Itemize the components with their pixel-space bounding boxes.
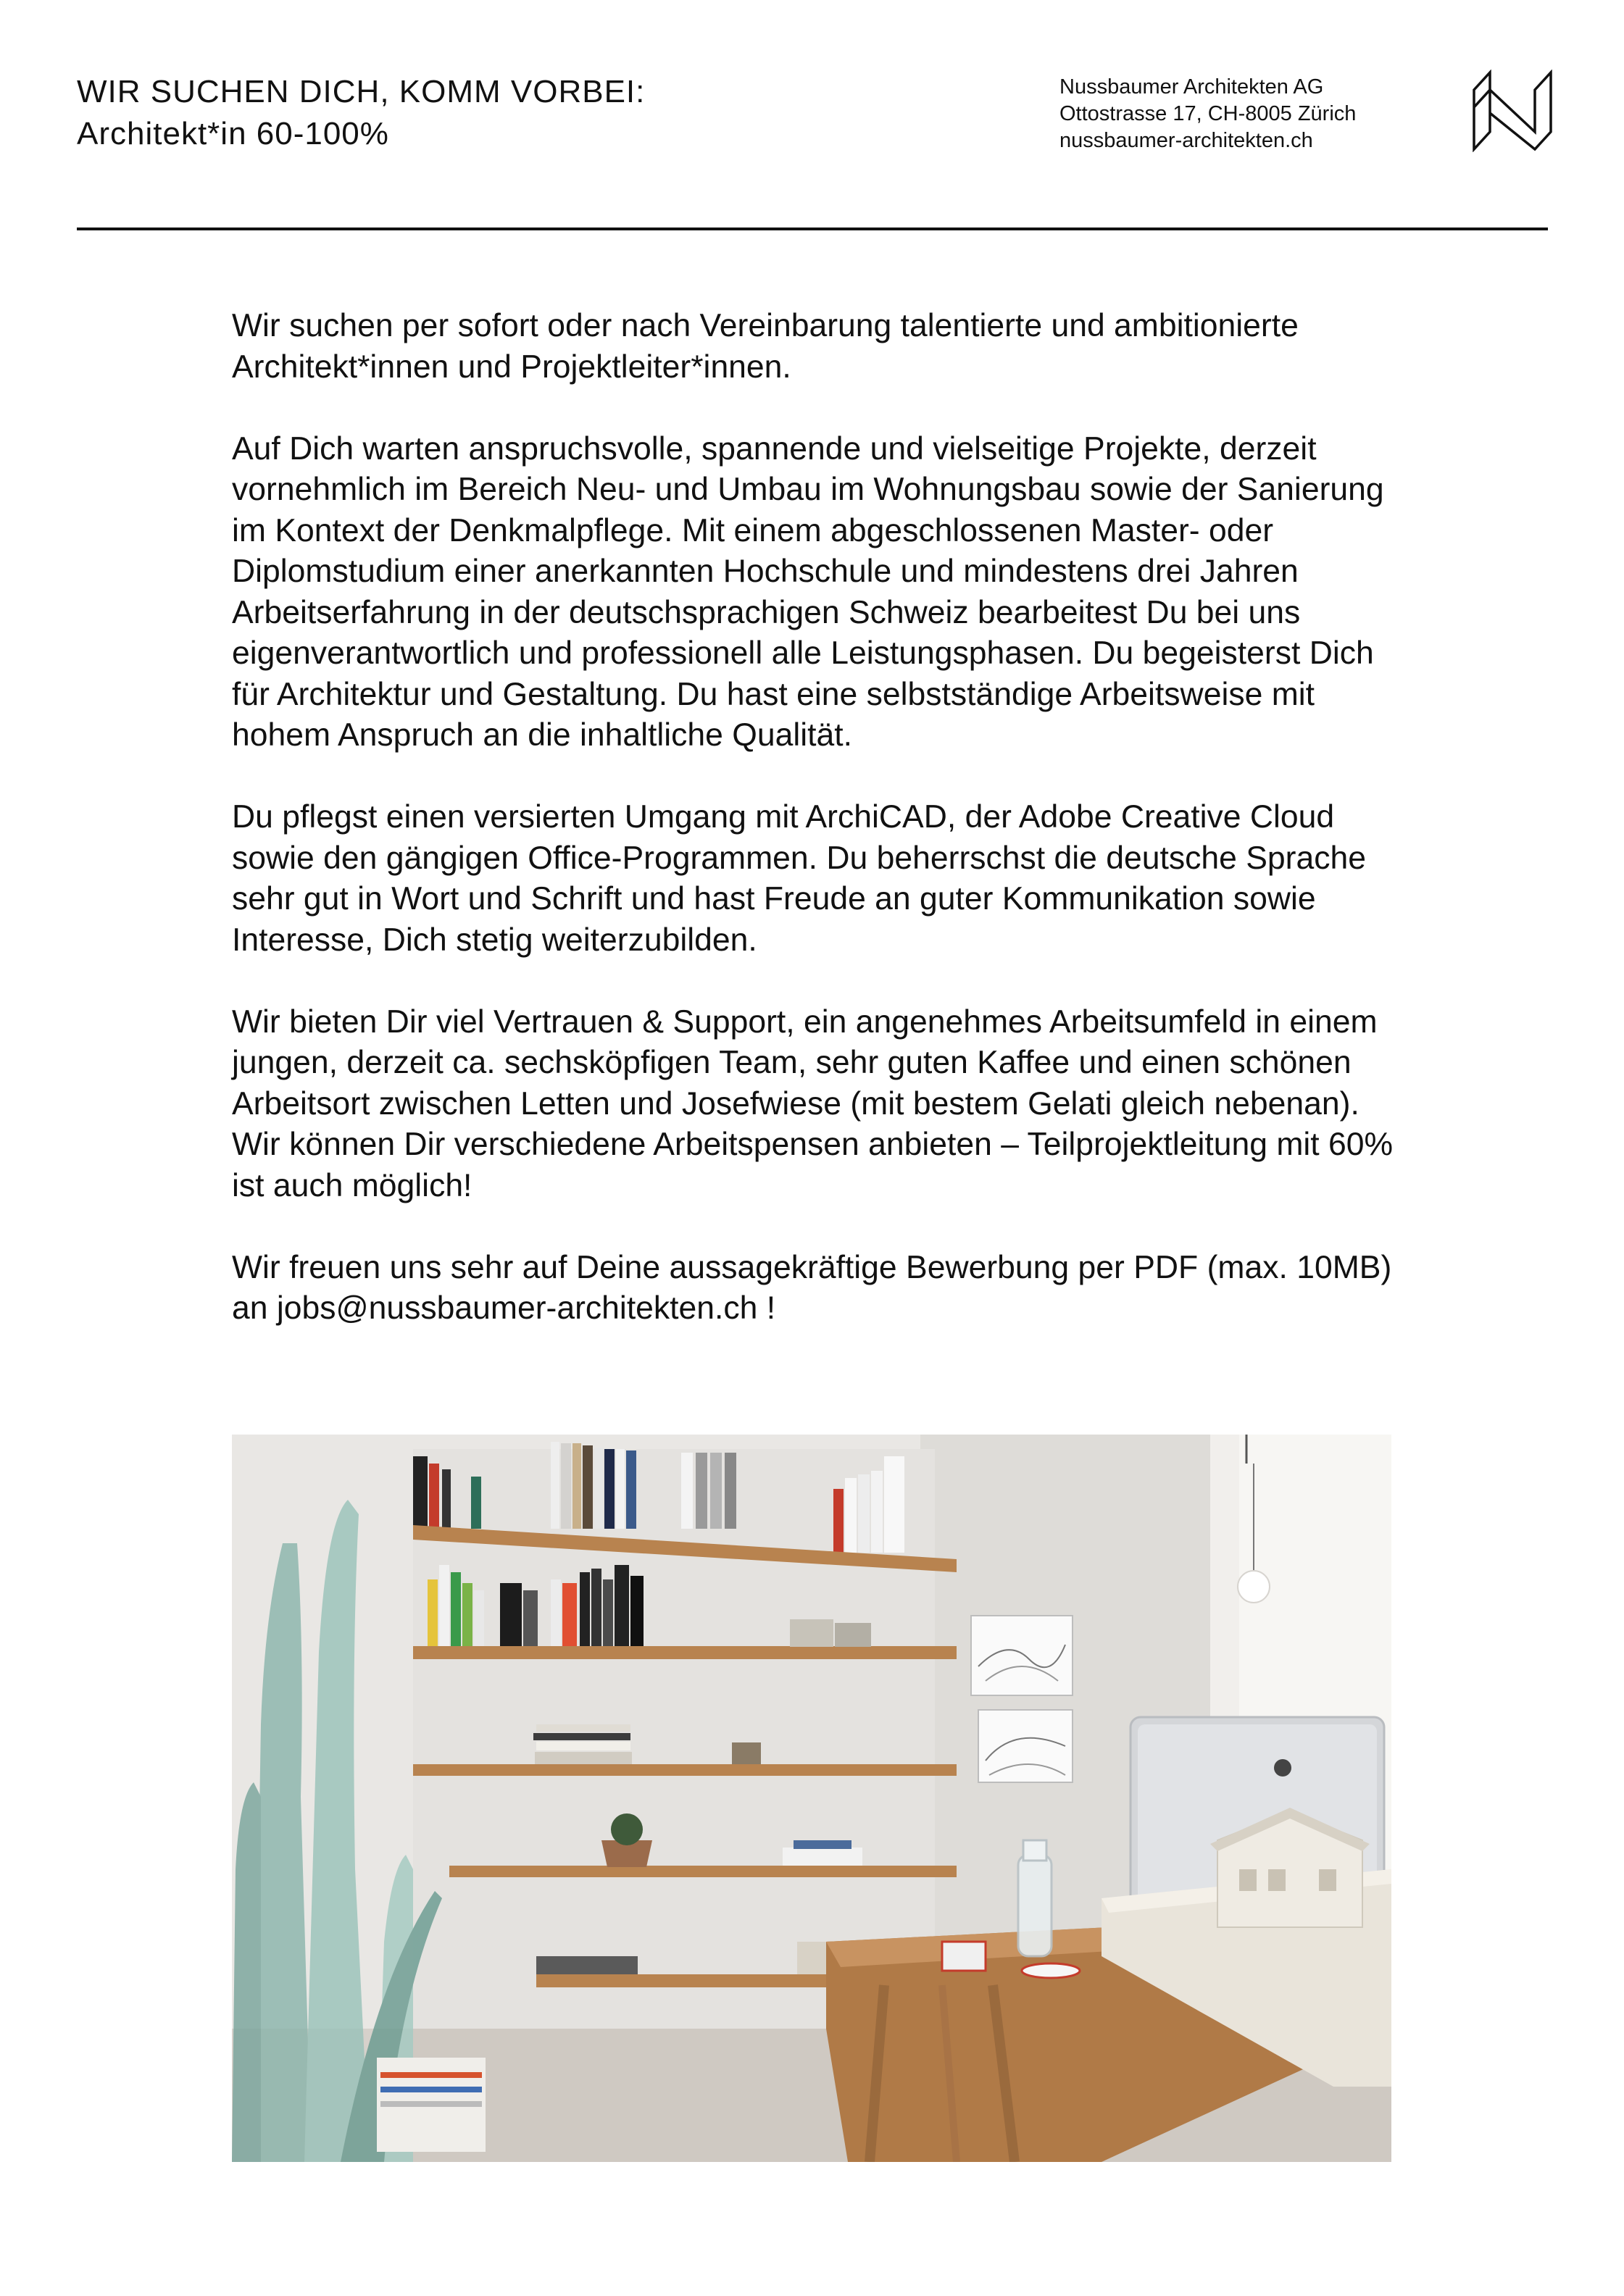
paragraph-application: Wir freuen uns sehr auf Deine aussagekräftige Bewerbung per PDF (max. 10MB) an jobs@nussbaumer-architekten.ch ! xyxy=(232,1249,1392,1326)
paragraph-projects: Auf Dich warten anspruchsvolle, spannende und vielseitige Projekte, derzeit vornehmlich im Bereich Neu- und Umbau im Wohnungsbau sowie der Sanierung im Kontext der Denkmalpflege. Mit einem abgeschlossenen Master- oder Diplomstudium einer anerkannten Hochschule und mindestens drei Jahren Arbeitserfahrung in der deutschsprachigen Schweiz bearbeitest Du bei uns eigenverantwortlich und professionell alle Leistungsphasen. Du begeisterst Dich für Architektur und Gestaltung. Du hast eine selbstständige Arbeitsweise mit hohem Anspruch an die inhaltliche Qualität. xyxy=(232,430,1384,753)
job-description xyxy=(232,306,1406,1370)
company-street: Ottostrasse 17, CH-8005 Zürich xyxy=(1059,102,1357,125)
paragraph-intro: Wir suchen per sofort oder nach Vereinbarung talentierte und ambitionierte Architekt*innen und Projektleiter*innen. xyxy=(232,308,1299,385)
glass-carafe xyxy=(1018,1840,1052,1956)
company-logo-icon xyxy=(1471,70,1554,152)
desk-papers-left xyxy=(377,2058,486,2152)
company-name: Nussbaumer Architekten AG xyxy=(1059,75,1324,99)
headline-line-1: WIR SUCHEN DICH, KOMM VORBEI: xyxy=(77,74,646,109)
company-address-block xyxy=(1059,74,1356,154)
company-website[interactable]: nussbaumer-architekten.ch xyxy=(1059,129,1313,152)
paragraph-offer: Wir bieten Dir viel Vertrauen & Support, ein angenehmes Arbeitsumfeld in einem jungen, derzeit ca. sechsköpfigen Team, sehr guten Kaffee und einen schönen Arbeitsort zwischen Letten und Josefwiese (mit bestem Gelati gleich nebenan). Wir können Dir verschiedene Arbeitspensen anbieten – Teilprojektleitung mit 60% ist auch möglich! xyxy=(232,1003,1394,1203)
header-title-block xyxy=(77,71,946,155)
header-divider xyxy=(77,227,1548,230)
headline xyxy=(77,71,946,155)
job-title: Architekt*in 60-100% xyxy=(77,116,389,151)
office-photo xyxy=(232,1435,1391,2162)
paragraph-skills: Du pflegst einen versierten Umgang mit ArchiCAD, der Adobe Creative Cloud sowie den gängigen Office-Programmen. Du beherrschst die deutsche Sprache sehr gut in Wort und Schrift und hast Freude an guter Kommunikation sowie Interesse, Dich stetig weiterzubilden. xyxy=(232,799,1366,958)
